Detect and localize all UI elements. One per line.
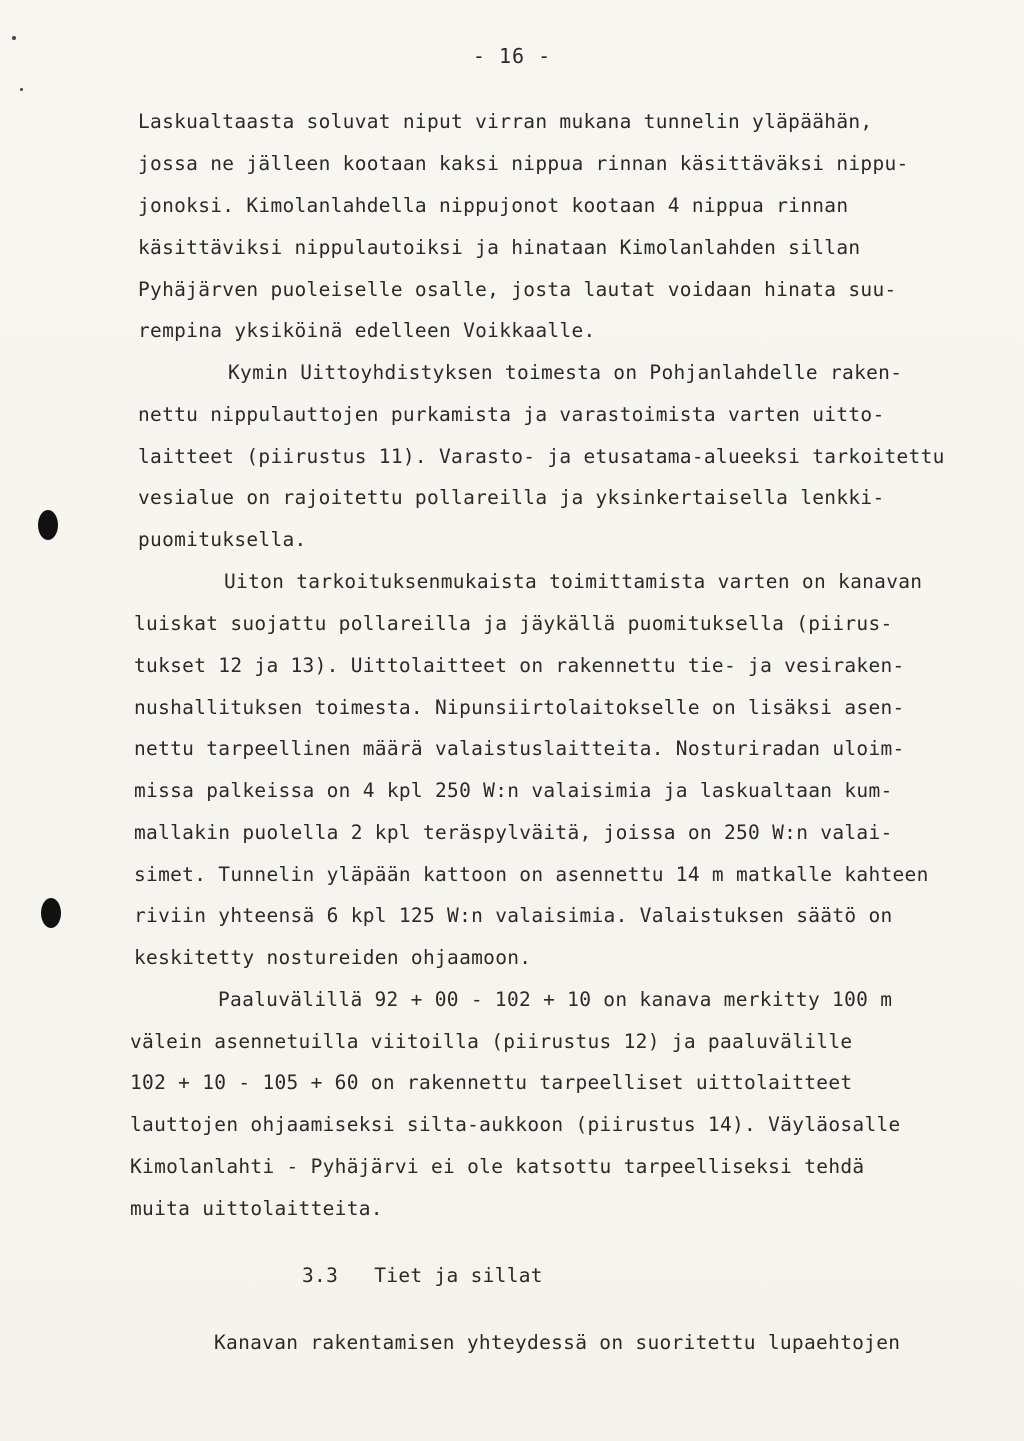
text-line: vesialue on rajoitettu pollareilla ja yksinkertaisella lenkki- <box>138 486 885 509</box>
text-line: rempina yksiköinä edelleen Voikkaalle. <box>138 319 596 342</box>
text-line: Kanavan rakentamisen yhteydessä on suoritettu lupaehtojen <box>214 1331 901 1354</box>
text-line: Laskualtaasta soluvat niput virran mukana tunnelin yläpäähän, <box>138 110 873 133</box>
text-line: puomituksella. <box>138 528 307 551</box>
text-line: 102 + 10 - 105 + 60 on rakennettu tarpeelliset uittolaitteet <box>130 1071 853 1094</box>
text-line: Pyhäjärven puoleiselle osalle, josta lautat voidaan hinata suu- <box>138 278 897 301</box>
scan-speck <box>12 36 16 40</box>
text-line: Paaluvälillä 92 + 00 - 102 + 10 on kanava merkitty 100 m <box>218 988 893 1011</box>
text-line: mallakin puolella 2 kpl teräspylväitä, joissa on 250 W:n valai- <box>134 821 893 844</box>
text-line: jossa ne jälleen kootaan kaksi nippua rinnan käsittäväksi nippu- <box>138 152 909 175</box>
text-line: tukset 12 ja 13). Uittolaitteet on rakennettu tie- ja vesiraken- <box>134 654 905 677</box>
text-line: jonoksi. Kimolanlahdella nippujonot kootaan 4 nippua rinnan <box>138 194 849 217</box>
text-line: lauttojen ohjaamiseksi silta-aukkoon (piirustus 14). Väyläosalle <box>130 1113 901 1136</box>
text-line: nettu tarpeellinen määrä valaistuslaitteita. Nosturiradan uloim- <box>134 737 905 760</box>
text-line: luiskat suojattu pollareilla ja jäykällä puomituksella (piirus- <box>134 612 893 635</box>
text-line: nushallituksen toimesta. Nipunsiirtolaitokselle on lisäksi asen- <box>134 696 905 719</box>
text-line: riviin yhteensä 6 kpl 125 W:n valaisimia. Valaistuksen säätö on <box>134 904 893 927</box>
text-line: Uiton tarkoituksenmukaista toimittamista varten on kanavan <box>224 570 923 593</box>
text-line: Kymin Uittoyhdistyksen toimesta on Pohjanlahdelle raken- <box>228 361 903 384</box>
text-line: keskitetty nostureiden ohjaamoon. <box>134 946 532 969</box>
text-line: nettu nippulauttojen purkamista ja varastoimista varten uitto- <box>138 403 885 426</box>
scan-speck <box>20 88 23 91</box>
page-number: - 16 - <box>472 44 552 68</box>
section-number: 3.3 <box>302 1264 339 1287</box>
text-line: käsittäviksi nippulautoiksi ja hinataan Kimolanlahden sillan <box>138 236 861 259</box>
text-line: missa palkeissa on 4 kpl 250 W:n valaisimia ja laskualtaan kum- <box>134 779 893 802</box>
text-line: välein asennetuilla viitoilla (piirustus 12) ja paaluvälille <box>130 1030 853 1053</box>
punch-hole <box>38 510 58 540</box>
text-line: laitteet (piirustus 11). Varasto- ja etusatama-alueeksi tarkoitettu <box>138 445 945 468</box>
text-line: Kimolanlahti - Pyhäjärvi ei ole katsottu tarpeelliseksi tehdä <box>130 1155 865 1178</box>
section-title: Tiet ja sillat <box>374 1264 543 1287</box>
text-line: simet. Tunnelin yläpään kattoon on asennettu 14 m matkalle kahteen <box>134 863 929 886</box>
section-heading <box>302 1264 543 1288</box>
punch-hole <box>41 898 61 928</box>
text-line: muita uittolaitteita. <box>130 1197 383 1220</box>
